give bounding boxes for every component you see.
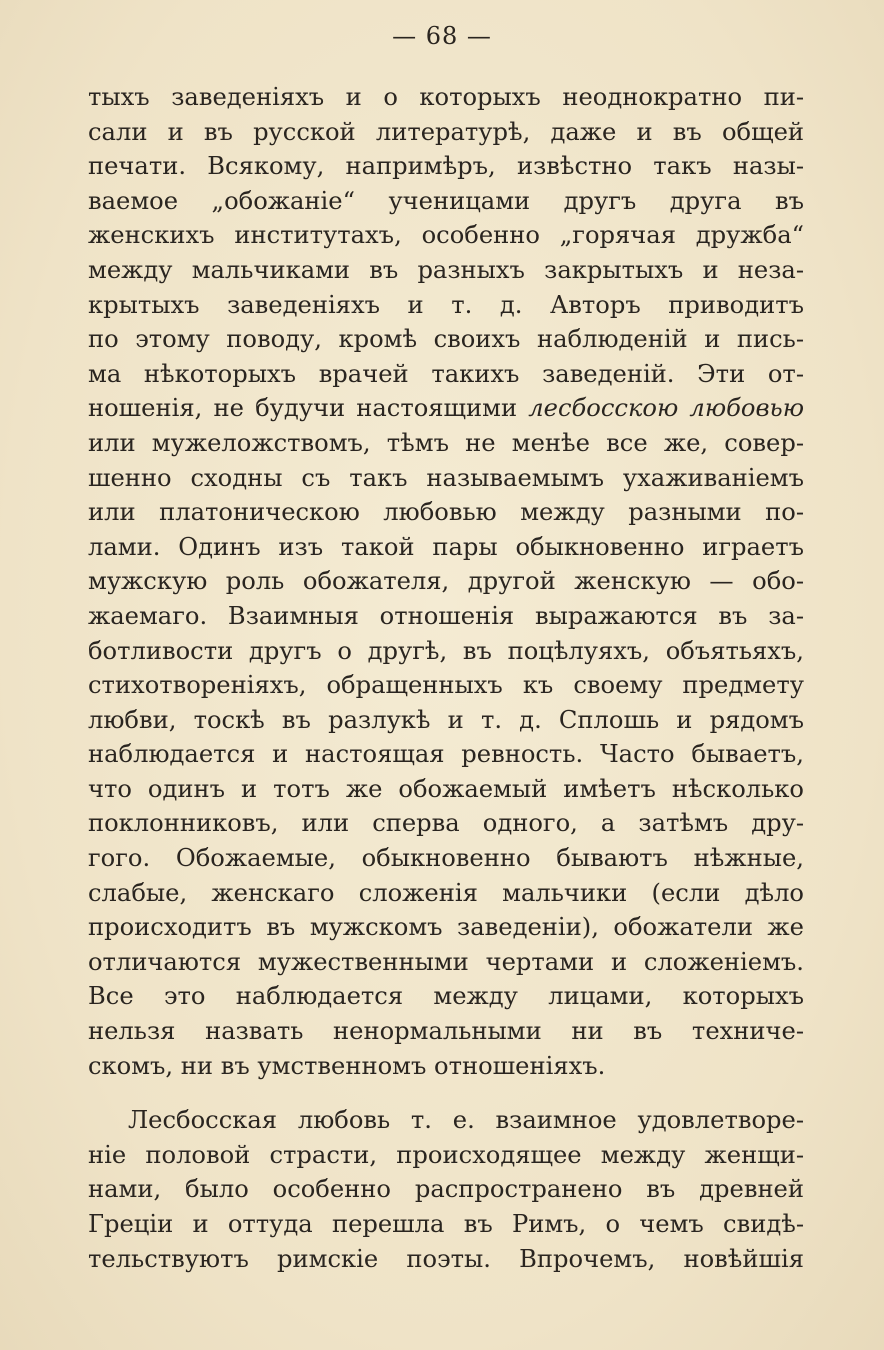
text-line: скомъ, ни въ умственномъ отношеніяхъ.	[88, 1051, 606, 1080]
text-line: нами, было особенно распространено въ древней	[88, 1175, 804, 1204]
text-line: тельствуютъ римскіе поэты. Впрочемъ, новѣйшія	[88, 1244, 804, 1273]
paragraph-1	[88, 80, 804, 1083]
text-line: печати. Всякому, напримѣръ, извѣстно такъ назы-	[88, 152, 804, 181]
text-line: происходитъ въ мужскомъ заведеніи), обожатели же	[88, 913, 804, 942]
text-line: Все это наблюдается между лицами, которыхъ	[88, 982, 804, 1011]
text-line: крытыхъ заведеніяхъ и т. д. Авторъ приводитъ	[88, 290, 804, 319]
text-line: ма нѣкоторыхъ врачей такихъ заведеній. Эти от-	[88, 359, 804, 388]
paragraph-2	[88, 1103, 804, 1276]
text-line: гого. Обожаемые, обыкновенно бываютъ нѣжные,	[88, 844, 804, 873]
text-line: женскихъ институтахъ, особенно „горячая дружба“	[88, 221, 804, 250]
italic-phrase: лесбосскою любовью	[528, 394, 804, 423]
page-number: — 68 —	[392, 22, 492, 50]
text-line: ваемое „обожаніе“ ученицами другъ друга въ	[88, 186, 804, 215]
text-line: поклонниковъ, или сперва одного, а затѣмъ дру-	[88, 809, 804, 838]
text-line-with-italic	[88, 391, 804, 426]
text-line: мужскую роль обожателя, другой женскую — обо-	[88, 567, 804, 596]
text-line: между мальчиками въ разныхъ закрытыхъ и неза-	[88, 255, 804, 284]
text-line: что одинъ и тотъ же обожаемый имѣетъ нѣсколько	[88, 774, 804, 803]
text-line: наблюдается и настоящая ревность. Часто бываетъ,	[88, 740, 804, 769]
paragraph-gap	[88, 1083, 804, 1103]
text-line: ніе половой страсти, происходящее между женщи-	[88, 1140, 804, 1169]
text-line: ботливости другъ о другѣ, въ поцѣлуяхъ, объятьяхъ,	[88, 636, 804, 665]
text-line: или платоническою любовью между разными по-	[88, 498, 804, 527]
text-line: жаемаго. Взаимныя отношенія выражаются въ за-	[88, 601, 804, 630]
text-line: Лесбосская любовь т. е. взаимное удовлетворе-	[128, 1106, 804, 1135]
text-line: тыхъ заведеніяхъ и о которыхъ неоднократно пи-	[88, 83, 804, 111]
text-line: отличаются мужественными чертами и сложеніемъ.	[88, 947, 804, 976]
text-line: шенно сходны съ такъ называемымъ ухаживаніемъ	[88, 463, 804, 492]
text-line: нельзя назвать ненормальными ни въ техниче-	[88, 1017, 804, 1046]
text-line: сали и въ русской литературѣ, даже и въ общей	[88, 117, 804, 146]
text-line: слабые, женскаго сложенія мальчики (если дѣло	[88, 878, 804, 907]
text-line: лами. Одинъ изъ такой пары обыкновенно играетъ	[88, 532, 804, 561]
text-body	[88, 80, 804, 1276]
text-line: по этому поводу, кромѣ своихъ наблюденій и пись-	[88, 325, 804, 354]
text-line: Греціи и оттуда перешла въ Римъ, о чемъ свидѣ-	[88, 1210, 804, 1238]
text-line: любви, тоскѣ въ разлукѣ и т. д. Сплошь и рядомъ	[88, 705, 804, 734]
text-line: или мужеложствомъ, тѣмъ не менѣе все же, совер-	[88, 428, 804, 457]
text-line: стихотвореніяхъ, обращенныхъ къ своему предмету	[88, 671, 804, 700]
text-line-start: ношенія, не будучи настоящими	[88, 394, 518, 423]
